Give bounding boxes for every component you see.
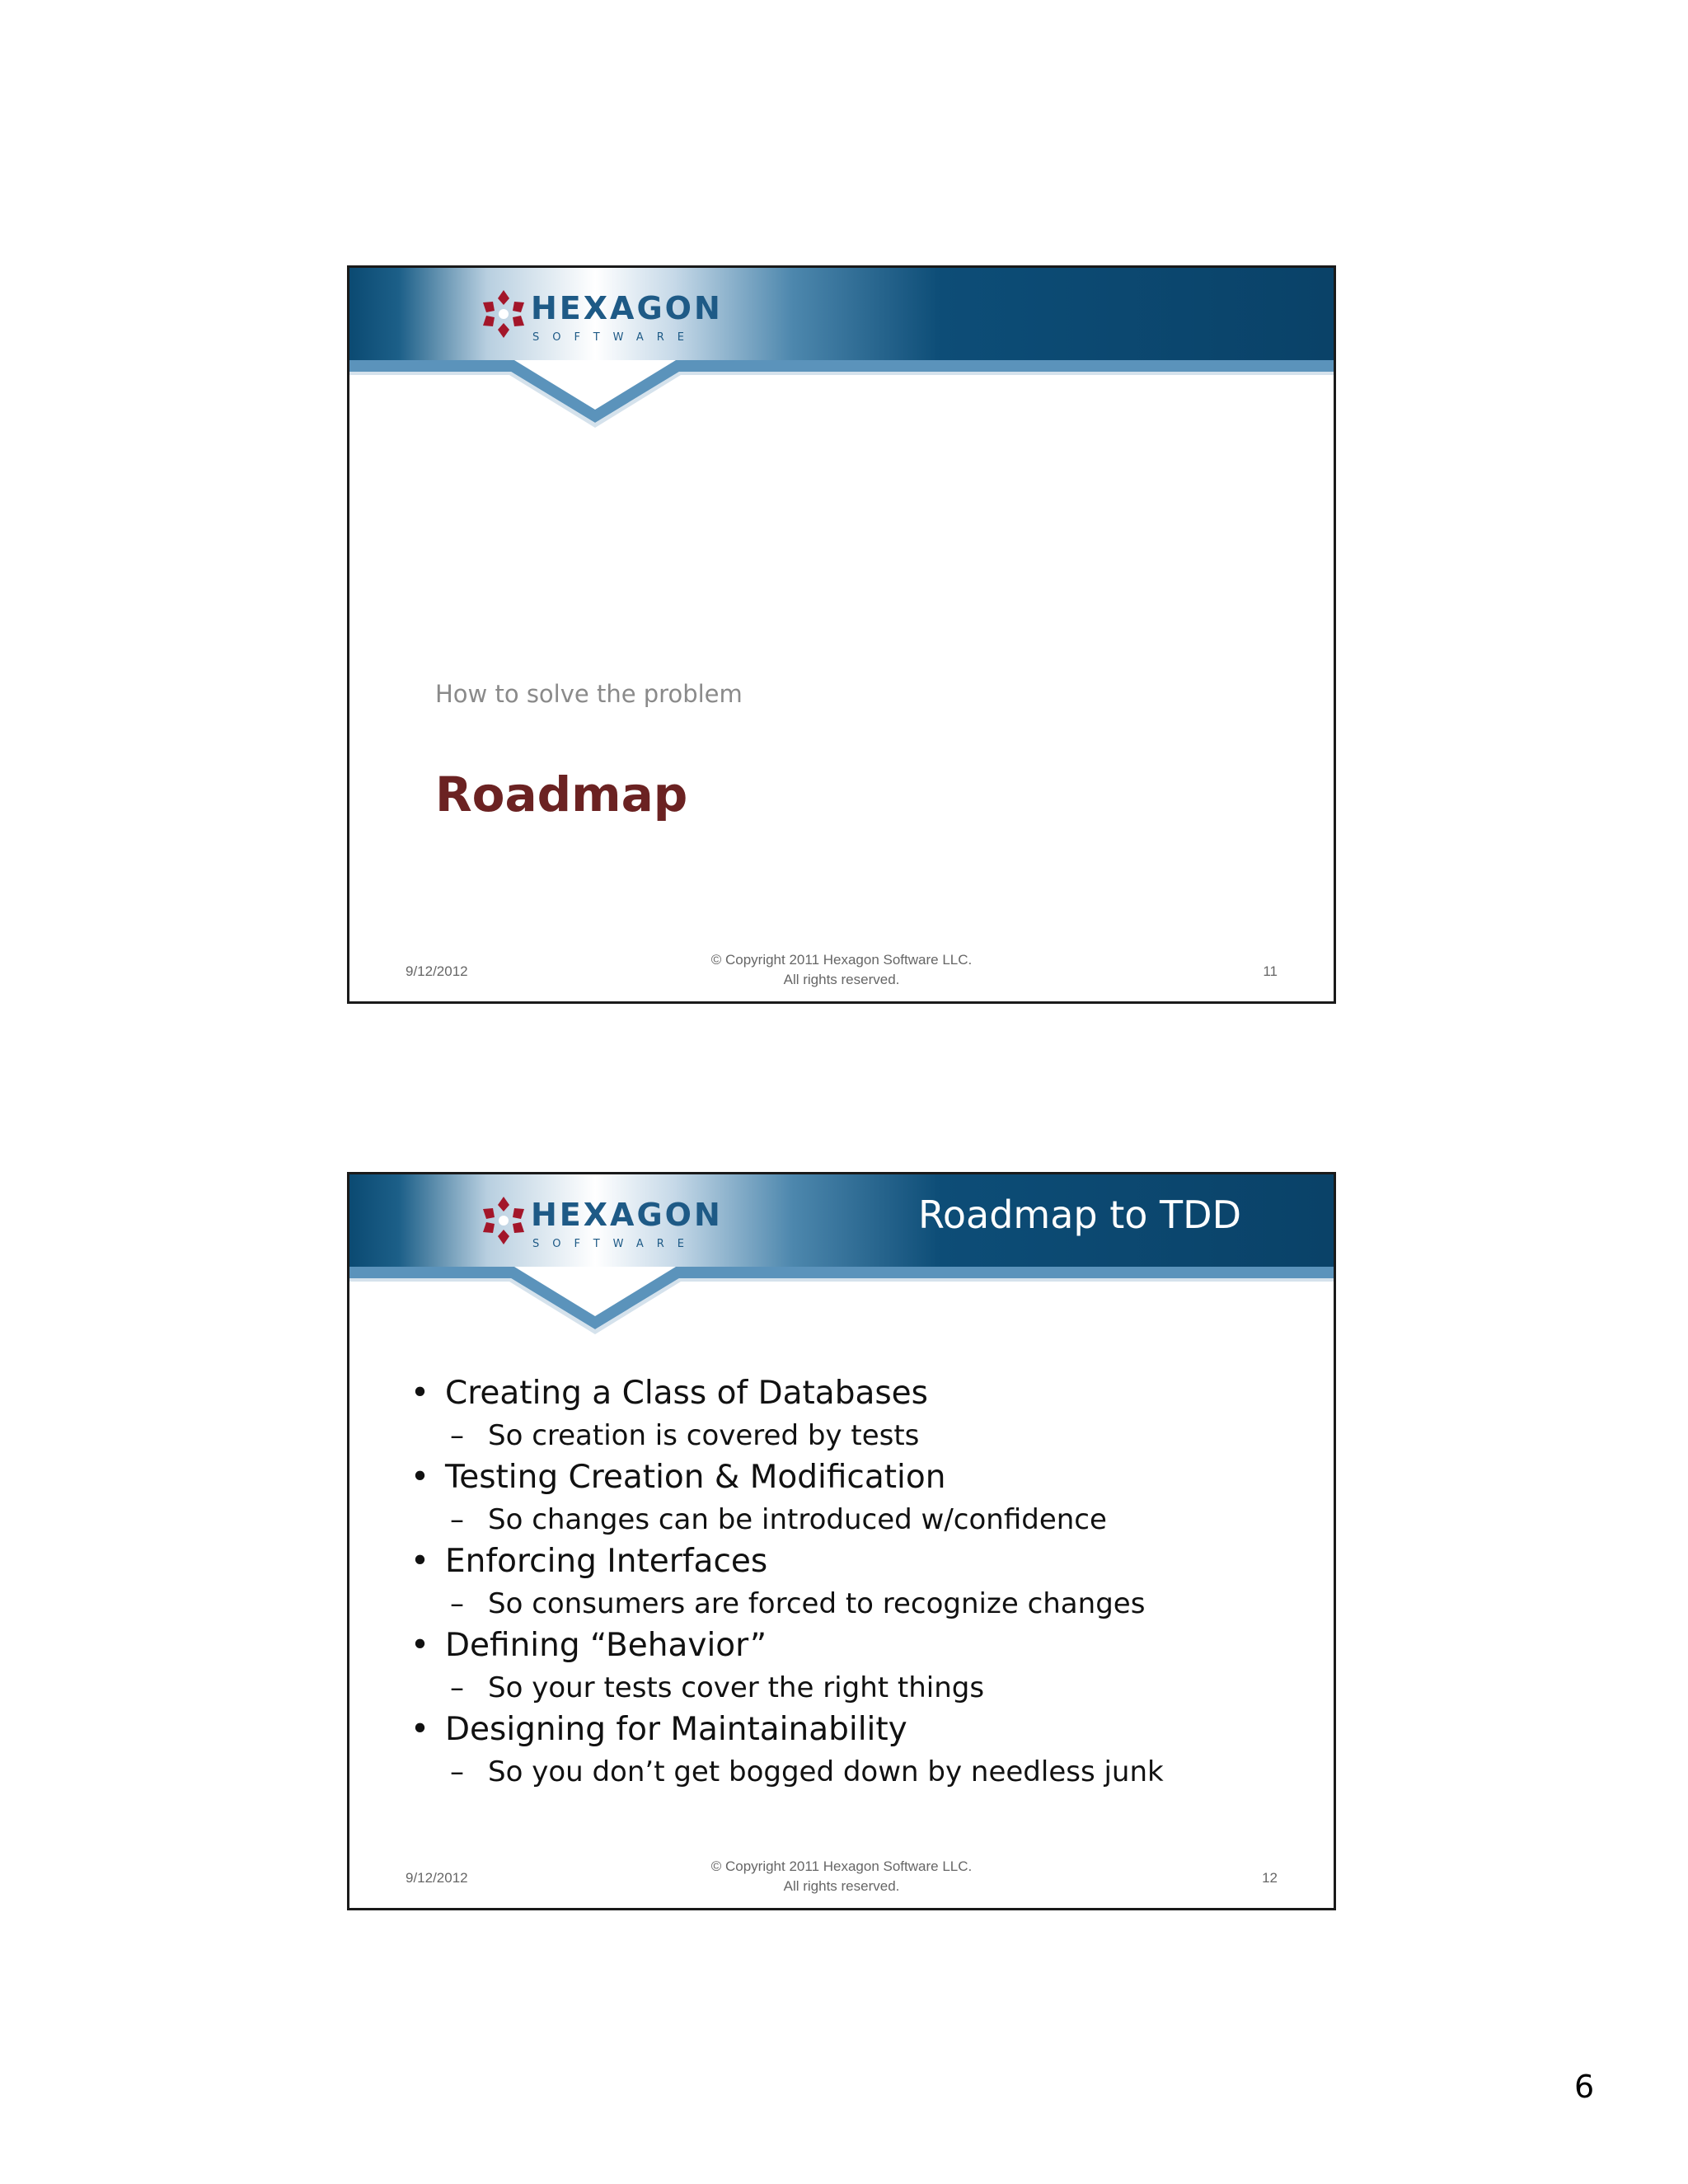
rights-line: All rights reserved.	[783, 1878, 900, 1894]
logo-tagline: SOFTWARE	[532, 331, 697, 344]
logo-tagline: SOFTWARE	[532, 1238, 697, 1250]
bullet-subtext: – So your tests cover the right things	[402, 1667, 1292, 1708]
slide-11	[347, 265, 1336, 1004]
logo-wordmark: HEXAGON	[531, 290, 723, 326]
copyright-line: © Copyright 2011 Hexagon Software LLC.	[710, 1858, 973, 1874]
bullet-item	[402, 1372, 1292, 1456]
bullet-text: • Defining “Behavior”	[402, 1624, 1292, 1667]
rights-line: All rights reserved.	[783, 972, 900, 987]
bullet-text: • Creating a Class of Databases	[402, 1372, 1292, 1415]
slide-subtitle: How to solve the problem	[435, 680, 743, 708]
bullet-item	[402, 1540, 1292, 1624]
slide-footer-date: 9/12/2012	[406, 1870, 468, 1886]
slide-footer-copyright	[677, 950, 1006, 990]
bullet-text: • Designing for Maintainability	[402, 1708, 1292, 1751]
bullet-text: • Enforcing Interfaces	[402, 1540, 1292, 1583]
bullet-subtext: – So changes can be introduced w/confidence	[402, 1499, 1292, 1540]
hexagon-logo-icon	[478, 1195, 529, 1246]
page-number: 6	[1574, 2069, 1595, 2105]
hexagon-logo-icon	[478, 288, 529, 340]
bullet-subtext: – So you don’t get bogged down by needless junk	[402, 1751, 1292, 1793]
bullet-subtext: – So consumers are forced to recognize changes	[402, 1583, 1292, 1624]
hexagon-logo	[478, 1195, 723, 1253]
bullet-subtext: – So creation is covered by tests	[402, 1415, 1292, 1456]
slide-footer-copyright	[677, 1857, 1006, 1896]
copyright-line: © Copyright 2011 Hexagon Software LLC.	[710, 952, 973, 968]
bullet-item	[402, 1456, 1292, 1540]
logo-wordmark: HEXAGON	[531, 1197, 723, 1233]
slide-12	[347, 1172, 1336, 1910]
hexagon-logo	[478, 288, 723, 346]
slide-title: Roadmap to TDD	[918, 1193, 1241, 1237]
bullet-list	[402, 1372, 1292, 1793]
bullet-item	[402, 1708, 1292, 1793]
slide-number: 11	[1263, 963, 1278, 979]
slide-number: 12	[1262, 1870, 1278, 1886]
slide-footer-date: 9/12/2012	[406, 963, 468, 979]
bullet-text: • Testing Creation & Modification	[402, 1456, 1292, 1499]
slide-title: Roadmap	[435, 766, 688, 823]
bullet-item	[402, 1624, 1292, 1708]
